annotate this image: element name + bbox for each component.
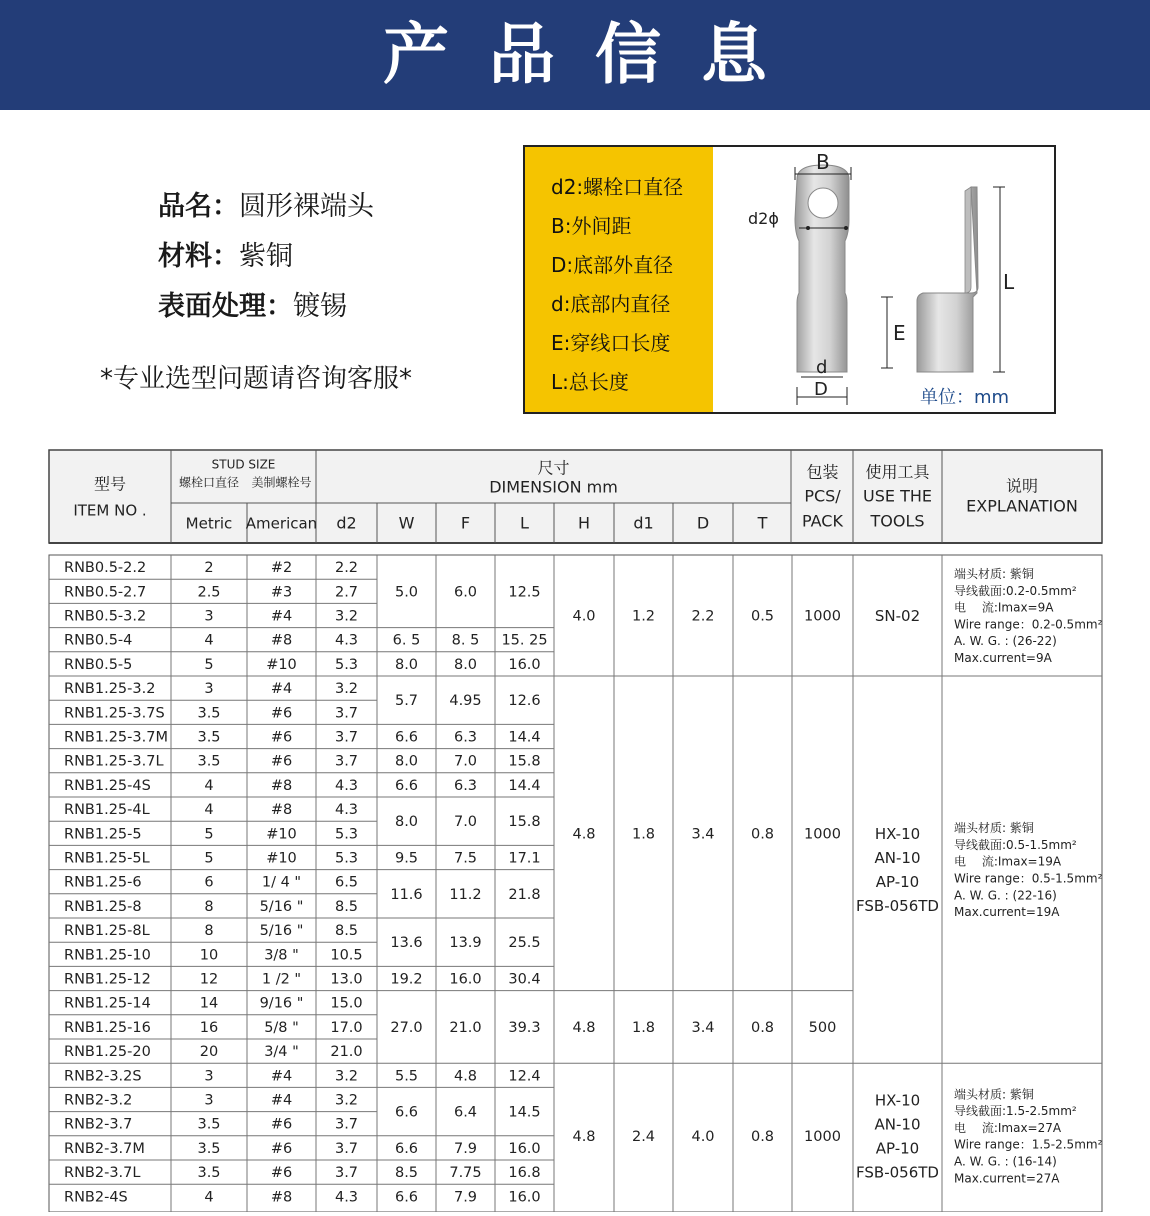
explanation-line: Max.current=19A bbox=[954, 905, 1060, 920]
tool-cell: HX-10 bbox=[874, 1091, 921, 1110]
w-cell: 8.0 bbox=[394, 656, 419, 673]
metric-cell: 4 bbox=[204, 802, 214, 819]
d2-cell: 3.7 bbox=[334, 705, 359, 722]
l-cell: 30.4 bbox=[508, 971, 541, 988]
header-col-H: H bbox=[577, 513, 591, 533]
metric-cell: 3.5 bbox=[197, 729, 221, 746]
w-cell: 5.5 bbox=[394, 1068, 419, 1085]
f-cell: 6.3 bbox=[453, 777, 478, 794]
item-no-cell: RNB1.25-3.7L bbox=[64, 753, 164, 770]
metric-cell: 5 bbox=[204, 850, 214, 867]
metric-cell: 8 bbox=[204, 898, 214, 915]
american-cell: 5/16 " bbox=[259, 898, 304, 915]
l-cell: 39.3 bbox=[508, 1019, 541, 1036]
l-cell: 15. 25 bbox=[501, 632, 548, 649]
d2-cell: 6.5 bbox=[334, 874, 359, 891]
item-no-cell: RNB0.5-2.2 bbox=[64, 560, 147, 577]
header-tool-en1: USE THE bbox=[863, 486, 932, 506]
label-b: B bbox=[816, 150, 830, 174]
product-name-value: 圆形裸端头 bbox=[239, 191, 374, 222]
explanation-line: 端头材质: 紫铜 bbox=[954, 1087, 1034, 1102]
item-no-cell: RNB1.25-4S bbox=[64, 777, 151, 794]
l-cell: 15.8 bbox=[508, 814, 541, 831]
explanation-line: A. W. G. : (26-22) bbox=[954, 634, 1057, 649]
f-cell: 4.95 bbox=[449, 693, 482, 710]
t-cell: 0.8 bbox=[750, 1019, 775, 1036]
american-cell: 5/16 " bbox=[259, 923, 304, 940]
material-value: 紫铜 bbox=[239, 241, 293, 272]
american-cell: #4 bbox=[270, 608, 293, 625]
t-cell: 0.8 bbox=[750, 826, 775, 843]
w-cell: 8.0 bbox=[394, 814, 419, 831]
american-cell: #8 bbox=[270, 632, 293, 649]
f-cell: 11.2 bbox=[449, 886, 482, 903]
tool-cell: AP-10 bbox=[875, 1139, 920, 1158]
d2-cell: 3.2 bbox=[334, 1068, 359, 1085]
american-cell: #10 bbox=[266, 850, 297, 867]
american-cell: #4 bbox=[270, 1068, 293, 1085]
surface-label: 表面处理： bbox=[158, 291, 293, 322]
item-no-cell: RNB1.25-8L bbox=[64, 923, 150, 940]
explanation-line: 电 流:Imax=9A bbox=[954, 600, 1054, 615]
l-cell: 16.0 bbox=[508, 656, 541, 673]
w-cell: 8.5 bbox=[394, 1165, 419, 1182]
tool-cell: FSB-056TD bbox=[856, 1163, 939, 1182]
metric-cell: 2 bbox=[204, 560, 214, 577]
d2-cell: 17.0 bbox=[330, 1019, 363, 1036]
explanation-line: Max.current=27A bbox=[954, 1171, 1060, 1186]
f-cell: 7.9 bbox=[453, 1189, 478, 1206]
f-cell: 6.0 bbox=[453, 584, 478, 601]
header-metric: Metric bbox=[185, 514, 233, 533]
d2-cell: 2.2 bbox=[334, 560, 359, 577]
tool-cell: SN-02 bbox=[874, 607, 921, 625]
explanation-line: Max.current=9A bbox=[954, 651, 1052, 665]
d1-cell: 1.8 bbox=[631, 1019, 656, 1036]
d2-cell: 2.7 bbox=[334, 584, 359, 601]
header-col-d1: d1 bbox=[633, 513, 654, 533]
metric-cell: 20 bbox=[199, 1044, 219, 1061]
w-cell: 8.0 bbox=[394, 753, 419, 770]
surface-value: 镀锡 bbox=[293, 291, 347, 322]
pack-cell: 1000 bbox=[804, 608, 841, 625]
consult-note: *专业选型问题请咨询客服* bbox=[100, 364, 413, 394]
tool-cell: AP-10 bbox=[875, 873, 920, 892]
label-l: L bbox=[1003, 270, 1015, 294]
item-no-cell: RNB1.25-14 bbox=[64, 995, 151, 1012]
f-cell: 8. 5 bbox=[451, 632, 480, 649]
d2-cell: 15.0 bbox=[330, 995, 363, 1012]
metric-cell: 3.5 bbox=[197, 1165, 221, 1182]
w-cell: 11.6 bbox=[390, 886, 423, 903]
header-pack-cn: 包装 bbox=[806, 462, 839, 482]
item-no-cell: RNB1.25-6 bbox=[64, 874, 142, 891]
american-cell: 3/8 " bbox=[264, 947, 299, 964]
explanation-line: Wire range：0.2-0.5mm² bbox=[954, 617, 1103, 632]
header-col-d2: d2 bbox=[336, 513, 357, 533]
d2-cell: 10.5 bbox=[330, 947, 363, 964]
d2-cell: 4.3 bbox=[334, 777, 359, 794]
american-cell: #8 bbox=[270, 777, 293, 794]
american-cell: 5/8 " bbox=[264, 1019, 299, 1036]
f-cell: 7.9 bbox=[453, 1140, 478, 1157]
d2-cell: 5.3 bbox=[334, 656, 359, 673]
item-no-cell: RNB1.25-4L bbox=[64, 802, 150, 819]
american-cell: #6 bbox=[270, 729, 293, 746]
l-cell: 14.4 bbox=[508, 729, 541, 746]
header-col-T: T bbox=[757, 513, 768, 533]
d-cell: 3.4 bbox=[691, 826, 715, 843]
l-cell: 17.1 bbox=[508, 850, 541, 867]
f-cell: 6.4 bbox=[453, 1104, 478, 1121]
american-cell: #6 bbox=[270, 1116, 293, 1133]
item-no-cell: RNB0.5-5 bbox=[64, 656, 133, 673]
spec-table-grid bbox=[48, 449, 1108, 1212]
item-no-cell: RNB1.25-3.7S bbox=[64, 705, 165, 722]
metric-cell: 16 bbox=[199, 1019, 219, 1036]
label-d: d bbox=[816, 357, 828, 378]
dim-item-D: D:底部外直径 bbox=[551, 253, 674, 277]
american-cell: #3 bbox=[270, 584, 293, 601]
f-cell: 7.0 bbox=[453, 753, 478, 770]
tool-cell: AN-10 bbox=[874, 849, 921, 868]
item-no-cell: RNB0.5-3.2 bbox=[64, 608, 147, 625]
american-cell: 1 /2 " bbox=[261, 971, 302, 988]
d2-cell: 13.0 bbox=[330, 971, 363, 988]
l-cell: 12.6 bbox=[508, 693, 541, 710]
stud-hole bbox=[808, 188, 838, 218]
metric-cell: 3.5 bbox=[197, 753, 221, 770]
dimension-legend bbox=[523, 145, 1056, 414]
dim-item-d2: d2:螺栓口直径 bbox=[551, 175, 684, 199]
header-tool-en2: TOOLS bbox=[870, 511, 925, 531]
american-cell: #6 bbox=[270, 1140, 293, 1157]
d2-cell: 21.0 bbox=[330, 1044, 363, 1061]
item-no-cell: RNB2-3.2 bbox=[64, 1092, 133, 1109]
f-cell: 7.0 bbox=[453, 814, 478, 831]
metric-cell: 3.5 bbox=[197, 705, 221, 722]
metric-cell: 8 bbox=[204, 923, 214, 940]
d2-cell: 3.2 bbox=[334, 1092, 359, 1109]
w-cell: 6.6 bbox=[394, 777, 419, 794]
explanation-line: 导线截面:1.5-2.5mm² bbox=[954, 1104, 1077, 1119]
item-no-cell: RNB0.5-4 bbox=[64, 632, 133, 649]
item-no-cell: RNB2-3.7M bbox=[64, 1140, 145, 1157]
american-cell: #6 bbox=[270, 705, 293, 722]
w-cell: 6. 5 bbox=[392, 632, 421, 649]
header-american: American bbox=[245, 514, 318, 533]
item-no-cell: RNB1.25-3.7M bbox=[64, 729, 168, 746]
dim-item-e: E:穿线口长度 bbox=[551, 331, 671, 355]
d1-cell: 1.8 bbox=[631, 826, 656, 843]
t-cell: 0.8 bbox=[750, 1128, 775, 1145]
t-cell: 0.5 bbox=[750, 608, 775, 625]
item-no-cell: RNB1.25-12 bbox=[64, 971, 151, 988]
terminal-diagram bbox=[713, 147, 1054, 412]
metric-cell: 3 bbox=[204, 608, 214, 625]
f-cell: 8.0 bbox=[453, 656, 478, 673]
w-cell: 27.0 bbox=[390, 1019, 423, 1036]
d2-cell: 8.5 bbox=[334, 923, 359, 940]
metric-cell: 6 bbox=[204, 874, 214, 891]
item-no-cell: RNB1.25-3.2 bbox=[64, 681, 156, 698]
pack-cell: 1000 bbox=[804, 1128, 841, 1145]
product-name-label: 品名： bbox=[158, 191, 239, 222]
dim-item-b: B:外间距 bbox=[551, 214, 632, 238]
f-cell: 4.8 bbox=[453, 1068, 478, 1085]
header-pack-en2: PACK bbox=[802, 511, 843, 531]
l-cell: 16.8 bbox=[508, 1165, 541, 1182]
l-cell: 14.5 bbox=[508, 1104, 541, 1121]
metric-cell: 4 bbox=[204, 1189, 214, 1206]
american-cell: #8 bbox=[270, 1189, 293, 1206]
item-no-cell: RNB1.25-20 bbox=[64, 1044, 151, 1061]
header-col-F: F bbox=[460, 513, 471, 533]
explanation-line: 端头材质: 紫铜 bbox=[954, 821, 1034, 836]
product-name-line bbox=[158, 184, 374, 223]
w-cell: 9.5 bbox=[394, 850, 419, 867]
explanation-line: A. W. G. : (22-16) bbox=[954, 888, 1057, 903]
d1-cell: 1.2 bbox=[631, 608, 656, 625]
pack-cell: 500 bbox=[808, 1019, 837, 1036]
header-stud-metric-cn: 螺栓口直径 bbox=[178, 475, 240, 490]
dim-item-d: d:底部内直径 bbox=[551, 292, 671, 316]
item-no-cell: RNB1.25-10 bbox=[64, 947, 151, 964]
w-cell: 13.6 bbox=[390, 935, 423, 952]
pack-cell: 1000 bbox=[804, 826, 841, 843]
american-cell: #10 bbox=[266, 656, 297, 673]
item-no-cell: RNB2-3.7 bbox=[64, 1116, 133, 1133]
item-no-cell: RNB1.25-5 bbox=[64, 826, 142, 843]
h-cell: 4.0 bbox=[572, 608, 596, 625]
l-cell: 21.8 bbox=[508, 886, 541, 903]
header-stud-american-cn: 美制螺栓号 bbox=[251, 475, 312, 490]
l-cell: 25.5 bbox=[508, 935, 541, 952]
d-cell: 4.0 bbox=[691, 1128, 715, 1145]
f-cell: 7.5 bbox=[453, 850, 478, 867]
american-cell: 3/4 " bbox=[264, 1044, 299, 1061]
explanation-line: 电 流:Imax=19A bbox=[954, 854, 1062, 869]
d2-cell: 4.3 bbox=[334, 802, 359, 819]
explanation-line: Wire range：0.5-1.5mm² bbox=[954, 871, 1103, 886]
l-cell: 12.5 bbox=[508, 584, 541, 601]
surface-line bbox=[158, 284, 347, 323]
d2-cell: 3.7 bbox=[334, 729, 359, 746]
l-cell: 14.4 bbox=[508, 777, 541, 794]
american-cell: #8 bbox=[270, 802, 293, 819]
h-cell: 4.8 bbox=[572, 1019, 596, 1036]
metric-cell: 4 bbox=[204, 632, 214, 649]
d2-cell: 4.3 bbox=[334, 1189, 359, 1206]
d1-cell: 2.4 bbox=[631, 1128, 656, 1145]
d2-cell: 8.5 bbox=[334, 898, 359, 915]
metric-cell: 3.5 bbox=[197, 1140, 221, 1157]
w-cell: 6.6 bbox=[394, 1104, 419, 1121]
w-cell: 19.2 bbox=[390, 971, 423, 988]
d2-cell: 5.3 bbox=[334, 850, 359, 867]
dimension-list bbox=[525, 147, 713, 412]
american-cell: #4 bbox=[270, 681, 293, 698]
f-cell: 6.3 bbox=[453, 729, 478, 746]
d2-cell: 3.7 bbox=[334, 1165, 359, 1182]
explanation-line: 导线截面:0.2-0.5mm² bbox=[954, 583, 1077, 598]
d2-cell: 3.2 bbox=[334, 681, 359, 698]
american-cell: #2 bbox=[270, 560, 293, 577]
item-no-cell: RNB1.25-8 bbox=[64, 898, 142, 915]
label-e: E bbox=[893, 321, 906, 345]
l-cell: 16.0 bbox=[508, 1140, 541, 1157]
w-cell: 5.7 bbox=[394, 693, 419, 710]
material-label: 材料： bbox=[158, 241, 239, 272]
header-tool-cn: 使用工具 bbox=[865, 462, 930, 482]
d2-cell: 3.7 bbox=[334, 1140, 359, 1157]
w-cell: 6.6 bbox=[394, 729, 419, 746]
explanation-line: A. W. G. : (16-14) bbox=[954, 1154, 1057, 1169]
header-expl-cn: 说明 bbox=[1005, 476, 1039, 496]
page-title: 产品信息 bbox=[383, 16, 807, 93]
metric-cell: 12 bbox=[199, 971, 219, 988]
label-d2: d2ϕ bbox=[748, 209, 779, 228]
metric-cell: 3 bbox=[204, 681, 214, 698]
d2-cell: 3.7 bbox=[334, 753, 359, 770]
metric-cell: 3.5 bbox=[197, 1116, 221, 1133]
metric-cell: 10 bbox=[199, 947, 219, 964]
d2-cell: 5.3 bbox=[334, 826, 359, 843]
explanation-line: Wire range：1.5-2.5mm² bbox=[954, 1137, 1103, 1152]
tool-cell: HX-10 bbox=[874, 825, 921, 844]
american-cell: #6 bbox=[270, 1165, 293, 1182]
item-no-cell: RNB1.25-16 bbox=[64, 1019, 151, 1036]
header-col-L: L bbox=[520, 513, 529, 533]
header-col-D: D bbox=[696, 513, 710, 533]
w-cell: 5.0 bbox=[394, 584, 419, 601]
header-dim-cn: 尺寸 bbox=[537, 458, 570, 478]
d-cell: 2.2 bbox=[691, 608, 715, 625]
title-banner bbox=[0, 0, 1150, 110]
american-cell: #10 bbox=[266, 826, 297, 843]
american-cell: 1/ 4 " bbox=[261, 874, 302, 891]
dim-item-l: L:总长度 bbox=[551, 370, 629, 394]
header-expl-en: EXPLANATION bbox=[966, 496, 1078, 516]
metric-cell: 14 bbox=[199, 995, 219, 1012]
american-cell: #4 bbox=[270, 1092, 293, 1109]
metric-cell: 3 bbox=[204, 1068, 214, 1085]
header-item-cn: 型号 bbox=[93, 474, 127, 494]
h-cell: 4.8 bbox=[572, 826, 596, 843]
f-cell: 13.9 bbox=[449, 935, 482, 952]
item-no-cell: RNB1.25-5L bbox=[64, 850, 150, 867]
l-cell: 16.0 bbox=[508, 1189, 541, 1206]
tool-cell: AN-10 bbox=[874, 1115, 921, 1134]
item-no-cell: RNB2-3.2S bbox=[64, 1068, 142, 1085]
d2-cell: 4.3 bbox=[334, 632, 359, 649]
label-D: D bbox=[814, 379, 828, 400]
w-cell: 6.6 bbox=[394, 1189, 419, 1206]
item-no-cell: RNB0.5-2.7 bbox=[64, 584, 147, 601]
metric-cell: 5 bbox=[204, 656, 214, 673]
american-cell: 9/16 " bbox=[259, 995, 304, 1012]
l-cell: 15.8 bbox=[508, 753, 541, 770]
header-item-en: ITEM NO . bbox=[73, 501, 147, 520]
header-stud-title: STUD SIZE bbox=[211, 457, 276, 472]
f-cell: 16.0 bbox=[449, 971, 482, 988]
metric-cell: 4 bbox=[204, 777, 214, 794]
unit-label: 单位：mm bbox=[920, 387, 1010, 408]
h-cell: 4.8 bbox=[572, 1128, 596, 1145]
tool-cell: FSB-056TD bbox=[856, 897, 939, 916]
f-cell: 21.0 bbox=[449, 1019, 482, 1036]
explanation-line: 导线截面:0.5-1.5mm² bbox=[954, 837, 1077, 852]
material-line bbox=[158, 234, 293, 273]
item-no-cell: RNB2-3.7L bbox=[64, 1165, 141, 1182]
d-cell: 3.4 bbox=[691, 1019, 715, 1036]
explanation-line: 端头材质: 紫铜 bbox=[954, 567, 1034, 581]
d2-cell: 3.2 bbox=[334, 608, 359, 625]
header-pack-en1: PCS/ bbox=[804, 486, 841, 506]
metric-cell: 5 bbox=[204, 826, 214, 843]
header-dim-en: DIMENSION mm bbox=[489, 477, 618, 497]
f-cell: 7.75 bbox=[449, 1165, 482, 1182]
d2-cell: 3.7 bbox=[334, 1116, 359, 1133]
american-cell: #6 bbox=[270, 753, 293, 770]
header-col-W: W bbox=[398, 513, 415, 533]
l-cell: 12.4 bbox=[508, 1068, 541, 1085]
explanation-line: 电 流:Imax=27A bbox=[954, 1120, 1062, 1135]
metric-cell: 3 bbox=[204, 1092, 214, 1109]
w-cell: 6.6 bbox=[394, 1140, 419, 1157]
metric-cell: 2.5 bbox=[197, 584, 221, 601]
item-no-cell: RNB2-4S bbox=[64, 1189, 128, 1206]
spec-table bbox=[48, 449, 1108, 1216]
